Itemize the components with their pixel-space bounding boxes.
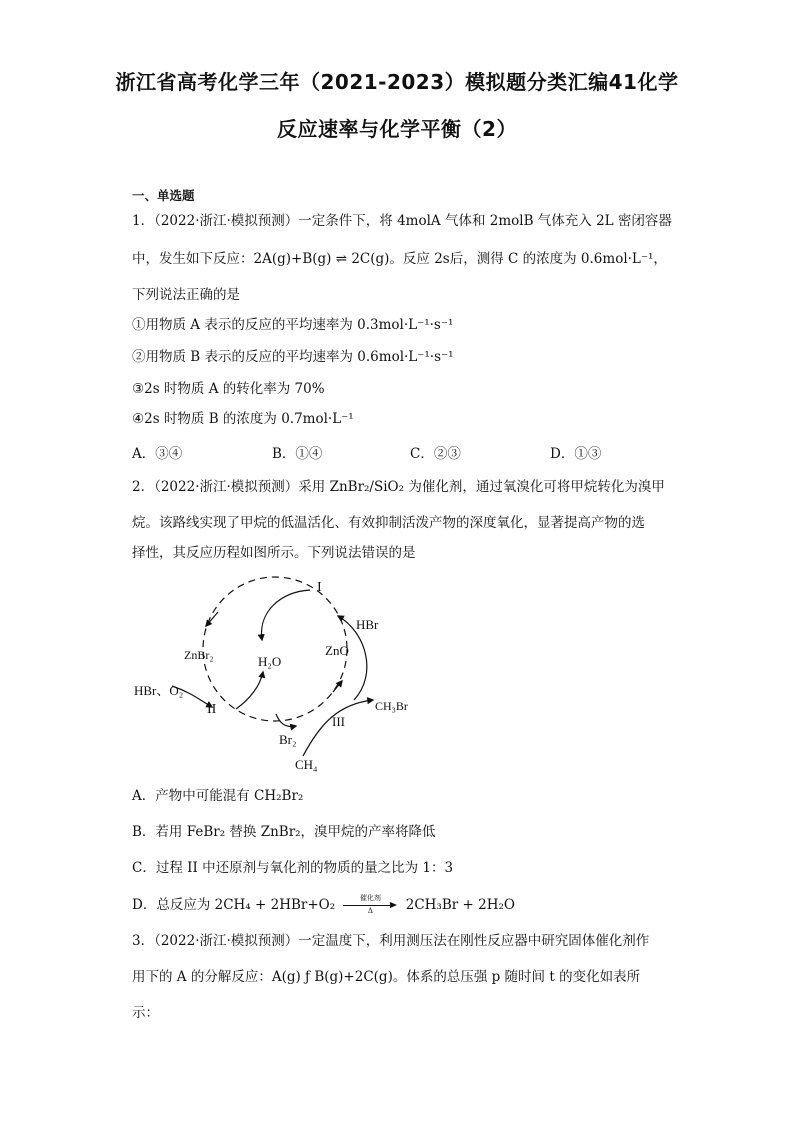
q1-statement-3: ③2s 时物质 A 的转化率为 70% [132, 381, 325, 397]
cycle-arrow-to-zno [333, 681, 342, 692]
q1-option-c: C．②③ [410, 446, 461, 462]
label-br2: Br₂ [279, 732, 297, 747]
label-process-ii: II [207, 702, 217, 717]
arrow-ii-to-h2o [236, 672, 263, 709]
label-process-i: I [317, 580, 322, 595]
q2-option-d-products: 2CH₃Br + 2H₂O [405, 897, 515, 913]
label-ch4: CH₄ [295, 757, 318, 772]
q1-option-b: B．①④ [272, 446, 323, 462]
q3-stem-line-3: 示： [132, 1005, 159, 1021]
label-hbr-top: HBr [356, 617, 379, 632]
q2-option-a: A．产物中可能混有 CH₂Br₂ [132, 788, 304, 804]
catalyst-label: 催化剂 [359, 893, 381, 902]
q2-option-d-reactants: D．总反应为 2CH₄ + 2HBr+O₂ [132, 897, 336, 913]
q1-statement-2: ②用物质 B 表示的反应的平均速率为 0.6mol·L⁻¹·s⁻¹ [132, 349, 454, 365]
heat-symbol: Δ [367, 906, 373, 915]
q1-statement-4: ④2s 时物质 B 的浓度为 0.7mol·L⁻¹ [132, 411, 354, 427]
reaction-condition-arrow [343, 893, 397, 915]
q1-stem-line-1: 1．（2022·浙江·模拟预测）一定条件下，将 4molA 气体和 2molB 气体充入 2L 密闭容器 [132, 213, 672, 229]
label-znbr2: ZnBr₂ [184, 648, 214, 662]
label-process-iii: III [332, 714, 345, 729]
q2-stem-line-2: 烷。该路线实现了甲烷的低温活化、有效抑制活泼产物的深度氧化，显著提高产物的选 [132, 515, 645, 531]
q3-stem-line-1: 3．（2022·浙江·模拟预测）一定温度下，利用测压法在刚性反应器中研究固体催化剂作 [132, 933, 650, 949]
q1-option-a: A．③④ [132, 446, 183, 462]
label-zno: ZnO [325, 643, 349, 658]
q2-stem-line-1: 2．（2022·浙江·模拟预测）采用 ZnBr₂/SiO₂ 为催化剂，通过氧溴化可将甲烷转化为溴甲 [132, 479, 665, 495]
q1-stem-line-2: 中，发生如下反应：2A(g)+B(g) ⇌ 2C(g)。反应 2s后，测得 C 的浓度为 0.6mol·L⁻¹， [132, 251, 667, 267]
document-title-line-2: 反应速率与化学平衡（2） [277, 117, 517, 141]
arrow-i-to-h2o [262, 590, 310, 640]
label-hbr-o2: HBr、O₂ [134, 683, 184, 698]
reaction-mechanism-diagram [128, 574, 428, 774]
label-h2o: H₂O [258, 654, 282, 669]
arrow-shaft [343, 905, 391, 906]
q3-stem-line-2: 用下的 A 的分解反应：A(g) ƒ B(g)+2C(g)。体系的总压强 p 随时间 t 的变化如表所 [132, 969, 641, 985]
q1-stem-line-3: 下列说法正确的是 [132, 287, 240, 303]
q2-option-d [132, 893, 515, 913]
q2-option-c: C．过程 II 中还原剂与氧化剂的物质的量之比为 1：3 [132, 860, 454, 876]
q2-stem-line-3: 择性，其反应历程如图所示。下列说法错误的是 [132, 545, 416, 561]
cycle-arrow-to-znbr2 [206, 612, 218, 626]
q2-option-b: B．若用 FeBr₂ 替换 ZnBr₂，溴甲烷的产率将降低 [132, 824, 436, 840]
document-title-line-1: 浙江省高考化学三年（2021-2023）模拟题分类汇编41化学 [115, 70, 679, 94]
q1-statement-1: ①用物质 A 表示的反应的平均速率为 0.3mol·L⁻¹·s⁻¹ [132, 317, 454, 333]
label-ch3br: CH₃Br [375, 699, 408, 713]
q1-option-d: D．①③ [550, 446, 602, 462]
section-heading: 一、单选题 [132, 188, 195, 203]
